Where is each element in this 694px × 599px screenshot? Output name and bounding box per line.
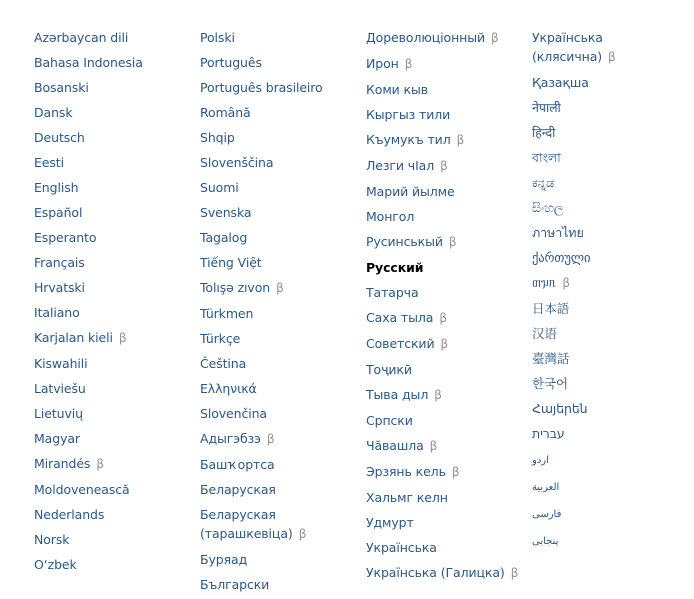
language-name: Bahasa Indonesia	[34, 55, 143, 70]
language-option[interactable]	[366, 459, 526, 485]
language-option[interactable]	[34, 50, 194, 75]
language-name: Башҡортса	[200, 457, 275, 472]
language-option[interactable]	[200, 477, 360, 502]
language-option[interactable]	[532, 270, 672, 296]
language-name: فارسی	[532, 509, 562, 520]
language-name: Кыргыз тили	[366, 107, 451, 122]
language-name: Esperanto	[34, 230, 97, 245]
language-option[interactable]	[532, 500, 672, 527]
language-name: Հայերեն	[532, 401, 588, 416]
language-name: Latviešu	[34, 381, 86, 396]
language-name: Português brasileiro	[200, 80, 323, 95]
language-option[interactable]	[34, 200, 194, 225]
language-name: ಕನ್ನಡ	[532, 175, 554, 190]
language-option[interactable]	[200, 225, 360, 250]
language-option[interactable]	[200, 50, 360, 75]
language-name: Moldovenească	[34, 482, 130, 497]
language-name: Лезги чIал	[366, 158, 435, 173]
language-name: Nederlands	[34, 507, 105, 522]
language-name: Hrvatski	[34, 280, 85, 295]
language-option[interactable]	[532, 25, 672, 70]
language-name: नेपाली	[532, 100, 561, 115]
language-name: বাংলা	[532, 150, 561, 165]
language-option[interactable]	[34, 325, 194, 351]
language-option[interactable]	[366, 229, 526, 255]
language-name: ᥖᥭᥰ	[532, 275, 557, 290]
beta-badge: β	[491, 31, 499, 45]
beta-badge: β	[451, 465, 460, 479]
language-option[interactable]	[200, 25, 360, 50]
language-name: Саха тыла	[366, 310, 434, 325]
language-name: Беларуская (тарашкевіца)	[200, 507, 293, 541]
language-name: Татарча	[366, 285, 419, 300]
language-name: Suomi	[200, 180, 239, 195]
language-option[interactable]	[200, 401, 360, 426]
language-name: Čeština	[200, 356, 247, 371]
language-name: Ирон	[366, 56, 399, 71]
language-option[interactable]	[532, 195, 672, 220]
language-option[interactable]	[366, 408, 526, 433]
beta-badge: β	[456, 133, 465, 147]
language-option[interactable]	[532, 120, 672, 145]
language-name: Хальмг келн	[366, 490, 448, 505]
language-option[interactable]	[200, 452, 360, 477]
language-option[interactable]	[532, 95, 672, 120]
beta-badge: β	[608, 50, 616, 64]
language-name: Norsk	[34, 532, 70, 547]
language-name: हिन्दी	[532, 125, 556, 140]
language-option[interactable]	[34, 150, 194, 175]
beta-badge: β	[439, 311, 447, 325]
language-name: עברית	[532, 426, 565, 441]
language-option[interactable]	[532, 296, 672, 321]
language-option[interactable]	[532, 473, 672, 500]
language-name: Эрзянь кель	[366, 464, 446, 479]
language-name: Türkçe	[200, 331, 241, 346]
language-name: Удмурт	[366, 515, 414, 530]
language-option[interactable]	[200, 301, 360, 326]
language-name: O‘zbek	[34, 557, 77, 572]
language-name: Чăвашла	[366, 438, 424, 453]
language-option[interactable]	[366, 179, 526, 204]
language-name: Къумукъ тил	[366, 132, 451, 147]
language-option[interactable]	[366, 25, 526, 51]
language-name: Советский	[366, 336, 435, 351]
language-name: Русский	[366, 260, 424, 275]
language-name: Қазақша	[532, 75, 589, 90]
language-option[interactable]	[532, 346, 672, 371]
language-name: Tolışə zıvon	[200, 280, 271, 295]
beta-badge: β	[448, 235, 457, 249]
language-option[interactable]	[366, 305, 526, 331]
language-name: Polski	[200, 30, 235, 45]
language-option[interactable]	[366, 127, 526, 153]
language-option[interactable]	[200, 326, 360, 351]
language-option[interactable]	[34, 426, 194, 451]
language-option[interactable]	[34, 376, 194, 401]
language-name: Slovenščina	[200, 155, 274, 170]
language-name: ქართული	[532, 250, 591, 265]
language-option[interactable]	[200, 502, 360, 547]
language-name: Ελληνικά	[200, 381, 257, 396]
language-name: Bosanski	[34, 80, 89, 95]
language-name: 臺灣話	[532, 351, 570, 366]
beta-badge: β	[404, 57, 413, 71]
language-option[interactable]	[34, 25, 194, 50]
language-option[interactable]	[532, 245, 672, 270]
language-option[interactable]	[200, 376, 360, 401]
language-option[interactable]	[34, 250, 194, 275]
language-list	[34, 25, 694, 599]
language-option[interactable]	[34, 351, 194, 376]
language-name: پنجابی	[532, 536, 559, 547]
language-option[interactable]	[34, 477, 194, 502]
language-name: 日本語	[532, 301, 570, 316]
language-name: සිංහල	[532, 200, 564, 215]
beta-badge: β	[266, 432, 275, 446]
language-option[interactable]	[366, 357, 526, 382]
language-option[interactable]	[200, 426, 360, 452]
language-option[interactable]	[34, 451, 194, 477]
language-option[interactable]	[200, 547, 360, 572]
language-name: Karjalan kieli	[34, 330, 113, 345]
language-option[interactable]	[34, 300, 194, 325]
language-column-3	[366, 25, 526, 586]
language-option[interactable]	[532, 371, 672, 396]
language-name: Eesti	[34, 155, 64, 170]
language-option[interactable]	[366, 535, 526, 560]
language-name: Tagalog	[200, 230, 248, 245]
language-option[interactable]	[366, 331, 526, 357]
language-name: ภาษาไทย	[532, 225, 584, 240]
beta-badge: β	[440, 159, 448, 173]
beta-badge: β	[510, 566, 519, 580]
language-option[interactable]	[200, 175, 360, 200]
language-name: Mirandés	[34, 456, 91, 471]
beta-badge: β	[96, 457, 104, 471]
language-option[interactable]	[366, 102, 526, 127]
beta-badge: β	[440, 337, 449, 351]
language-option[interactable]	[200, 150, 360, 175]
language-option[interactable]	[532, 170, 672, 195]
language-name: Português	[200, 55, 262, 70]
beta-badge: β	[562, 276, 571, 290]
language-name: Kiswahili	[34, 356, 88, 371]
language-name: Тыва дыл	[366, 387, 429, 402]
language-name: Lietuvių	[34, 406, 83, 421]
language-option[interactable]	[200, 275, 360, 301]
language-option[interactable]	[366, 485, 526, 510]
language-option[interactable]	[200, 250, 360, 275]
language-option[interactable]	[366, 77, 526, 102]
language-option[interactable]	[366, 204, 526, 229]
language-option[interactable]	[366, 560, 526, 586]
language-name: 한국어	[532, 376, 568, 391]
language-name: Magyar	[34, 431, 80, 446]
language-name: Italiano	[34, 305, 80, 320]
language-option[interactable]	[200, 75, 360, 100]
language-name: Deutsch	[34, 130, 85, 145]
language-name: Slovenčina	[200, 406, 267, 421]
language-option[interactable]	[34, 75, 194, 100]
language-option[interactable]	[532, 446, 672, 473]
current-language	[366, 255, 526, 280]
language-option[interactable]	[200, 351, 360, 376]
language-option[interactable]	[34, 401, 194, 426]
language-option[interactable]	[200, 125, 360, 150]
language-column-1	[34, 25, 194, 577]
language-name: Буряад	[200, 552, 248, 567]
language-name: Tiếng Việt	[200, 255, 262, 270]
language-name: Türkmen	[200, 306, 254, 321]
language-name: Українська	[366, 540, 437, 555]
language-option[interactable]	[200, 100, 360, 125]
language-option[interactable]	[532, 527, 672, 554]
beta-badge: β	[429, 439, 438, 453]
language-name: Марий йылме	[366, 184, 455, 199]
language-name: Română	[200, 105, 251, 120]
beta-badge: β	[298, 527, 307, 541]
language-option[interactable]	[34, 225, 194, 250]
language-name: Български	[200, 577, 270, 592]
language-option[interactable]	[200, 200, 360, 225]
language-option[interactable]	[532, 70, 672, 95]
language-option[interactable]	[532, 396, 672, 421]
language-name: English	[34, 180, 79, 195]
language-option[interactable]	[366, 382, 526, 408]
language-name: Дореволюціонный	[366, 30, 486, 45]
language-option[interactable]	[200, 572, 360, 597]
language-name: Azərbaycan dili	[34, 30, 129, 45]
language-name: اردو	[532, 455, 549, 466]
language-column-4	[532, 25, 672, 554]
language-name: Српски	[366, 413, 413, 428]
language-option[interactable]	[366, 433, 526, 459]
language-name: Адыгэбзэ	[200, 431, 261, 446]
language-name: Українська (клясична)	[532, 30, 603, 64]
language-option[interactable]	[366, 51, 526, 77]
language-option[interactable]	[532, 220, 672, 245]
language-name: العربية	[532, 482, 560, 493]
language-option[interactable]	[34, 502, 194, 527]
language-name: Español	[34, 205, 83, 220]
language-name: Svenska	[200, 205, 252, 220]
language-option[interactable]	[366, 280, 526, 305]
language-name: Тоҷикӣ	[366, 362, 412, 377]
language-option[interactable]	[34, 527, 194, 552]
language-option[interactable]	[532, 145, 672, 170]
language-name: Français	[34, 255, 85, 270]
beta-badge: β	[434, 388, 442, 402]
language-name: Русинськый	[366, 234, 443, 249]
language-name: Українська (Галицка)	[366, 565, 505, 580]
beta-badge: β	[118, 331, 127, 345]
beta-badge: β	[276, 281, 284, 295]
language-option[interactable]	[34, 552, 194, 577]
language-option[interactable]	[366, 153, 526, 179]
language-name: Коми кыв	[366, 82, 429, 97]
language-name: Shqip	[200, 130, 235, 145]
language-name: Dansk	[34, 105, 73, 120]
language-option[interactable]	[34, 275, 194, 300]
language-column-2	[200, 25, 360, 597]
language-option[interactable]	[34, 100, 194, 125]
language-option[interactable]	[366, 510, 526, 535]
language-option[interactable]	[34, 175, 194, 200]
language-name: 汉语	[532, 326, 557, 341]
language-option[interactable]	[532, 421, 672, 446]
language-name: Беларуская	[200, 482, 276, 497]
language-option[interactable]	[34, 125, 194, 150]
language-option[interactable]	[532, 321, 672, 346]
language-name: Монгол	[366, 209, 415, 224]
